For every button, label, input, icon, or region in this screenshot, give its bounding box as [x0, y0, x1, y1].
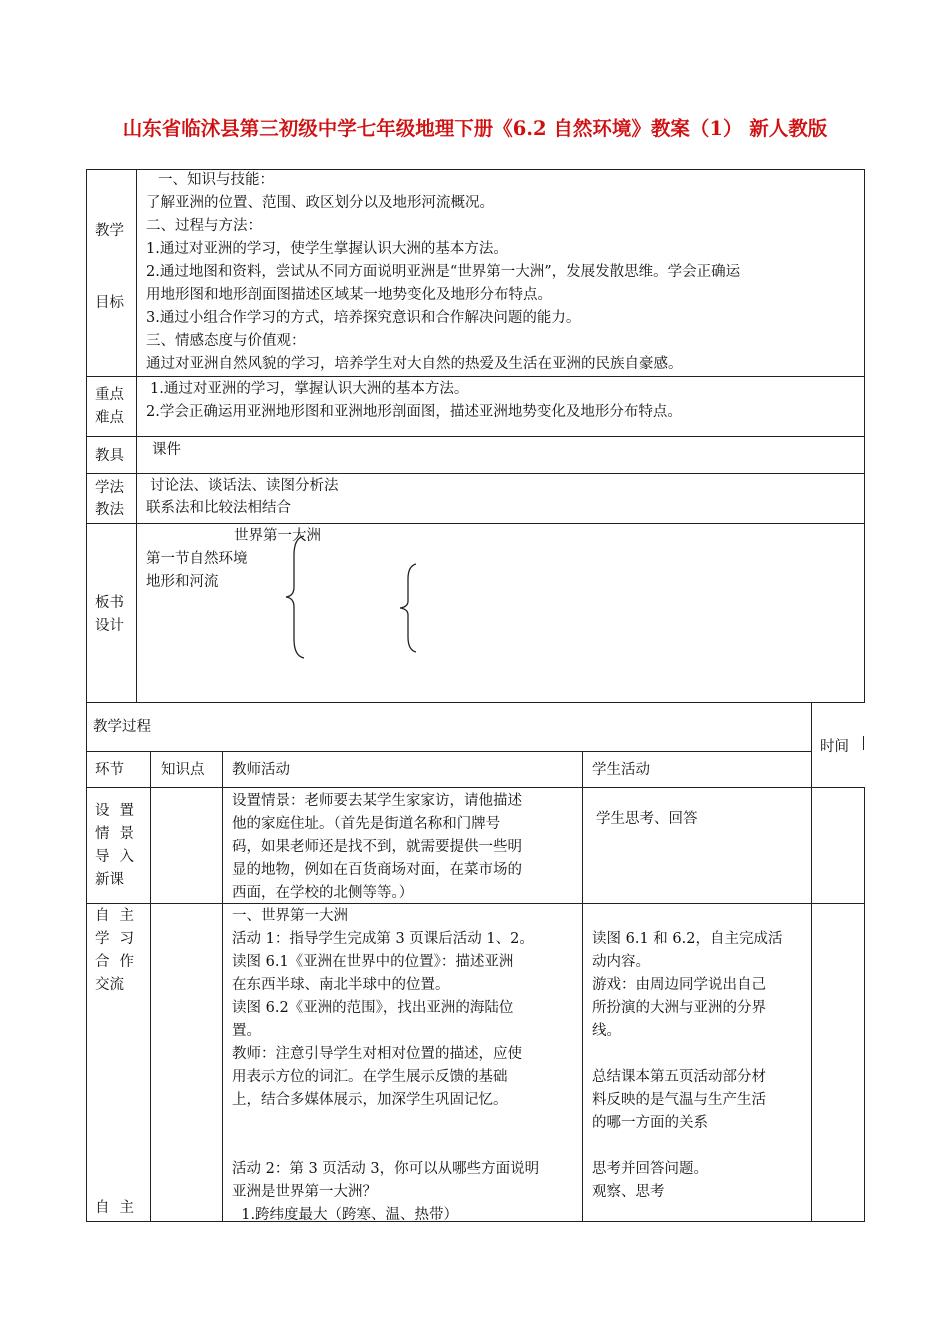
row-divider [86, 787, 865, 788]
column-divider [582, 751, 583, 1222]
objectives-content [146, 169, 862, 376]
document-title: 山东省临沭县第三初级中学七年级地理下册《6.2 自然环境》教案（1） 新人教版 [122, 117, 828, 140]
stage-text: 情景 [95, 826, 144, 842]
process-title: 教学过程 [93, 719, 151, 735]
methods-line: 讨论法、谈话法、读图分析法 [150, 478, 339, 494]
row-divider [86, 436, 865, 437]
board-line: 地形和河流 [146, 574, 219, 590]
time-column-stub [863, 736, 864, 750]
student-line: 所扮演的大洲与亚洲的分界 [592, 1000, 766, 1016]
table-border-left [86, 169, 87, 1222]
tools-label: 教具 [95, 448, 124, 464]
student-line: 动内容。 [592, 954, 650, 970]
teacher-line: 码，如果老师还是找不到，就需要提供一些明 [232, 839, 522, 855]
row2-teacher [232, 905, 578, 1227]
teacher-line: 置。 [232, 1023, 261, 1039]
left-brace-icon [398, 563, 418, 653]
teacher-line [232, 1135, 578, 1158]
row-divider [86, 376, 865, 377]
teacher-line: 设置情景：老师要去某学生家家访，请他描述 [232, 793, 522, 809]
student-line [592, 1043, 808, 1066]
board-line: 第一节自然环境 [146, 551, 248, 567]
objectives-label-top: 教学 [95, 223, 124, 239]
objectives-line: 用地形图和地形剖面图描述区域某一地势变化及地形分布特点。 [146, 287, 552, 303]
row2-student [592, 928, 808, 1204]
objectives-label-bottom: 目标 [95, 295, 124, 311]
column-divider [811, 787, 812, 1222]
teacher-line: 一、世界第一大洲 [232, 908, 348, 924]
stage-text: 自主 [95, 908, 144, 924]
row2-stage [95, 905, 145, 997]
header-student: 学生活动 [592, 762, 650, 778]
objectives-line: 3.通过小组合作学习的方式，培养探究意识和合作解决问题的能力。 [146, 310, 581, 326]
teacher-line: 显的地物，例如在百货商场对面，在菜市场的 [232, 862, 522, 878]
header-knowledge: 知识点 [161, 762, 205, 778]
objectives-line: 1.通过对亚洲的学习，使学生掌握认识大洲的基本方法。 [146, 241, 508, 257]
row-divider [86, 702, 865, 703]
methods-label-bottom: 教法 [95, 502, 124, 518]
student-line: 游戏：由周边同学说出自己 [592, 977, 766, 993]
column-divider [150, 751, 151, 1222]
time-column-label: 时间 [820, 739, 849, 755]
student-line [592, 1135, 808, 1158]
left-brace-icon [284, 535, 306, 659]
objectives-line: 了解亚洲的位置、范围、政区划分以及地形河流概况。 [146, 195, 494, 211]
stage-text: 导入 [95, 849, 144, 865]
column-divider [222, 751, 223, 1222]
teacher-line: 上，结合多媒体展示，加深学生巩固记忆。 [232, 1092, 508, 1108]
teacher-line: 活动 1：指导学生完成第 3 页课后活动 1、2。 [232, 931, 534, 947]
keypoints-line: 1.通过对亚洲的学习，掌握认识大洲的基本方法。 [150, 381, 469, 397]
methods-label-top: 学法 [95, 480, 124, 496]
objectives-line: 一、知识与技能： [158, 172, 274, 188]
keypoints-label-top: 重点 [95, 387, 124, 403]
process-right-border [811, 702, 812, 788]
tools-value: 课件 [152, 442, 181, 458]
methods-line: 联系法和比较法相结合 [146, 500, 291, 516]
teacher-line: 在东西半球、南北半球中的位置。 [232, 977, 450, 993]
board-label-bottom: 设计 [95, 618, 124, 634]
stage-text: 设置 [95, 803, 144, 819]
stage-text: 交流 [95, 977, 124, 993]
objectives-line: 2.通过地图和资料，尝试从不同方面说明亚洲是“世界第一大洲”，发展发散思维。学会正确运 [146, 264, 741, 280]
stage-text: 自主 [95, 1200, 144, 1216]
row1-teacher [232, 790, 578, 905]
table-border-right-lower [864, 787, 865, 1222]
row-divider [86, 523, 865, 524]
teacher-line: 读图 6.2《亚洲的范围》，找出亚洲的海陆位 [232, 1000, 514, 1016]
teacher-line: 1.跨纬度最大（跨寒、温、热带） [232, 1207, 459, 1223]
teacher-line [232, 1112, 578, 1135]
teacher-line: 读图 6.1《亚洲在世界中的位置》：描述亚洲 [232, 954, 514, 970]
objectives-line: 通过对亚洲自然风貌的学习，培养学生对大自然的热爱及生活在亚洲的民族自豪感。 [146, 356, 683, 372]
teacher-line: 用表示方位的词汇。在学生展示反馈的基础 [232, 1069, 508, 1085]
board-label-top: 板书 [95, 595, 124, 611]
stage-text: 新课 [95, 872, 124, 888]
student-line: 读图 6.1 和 6.2，自主完成活 [592, 931, 783, 947]
student-line: 总结课本第五页活动部分材 [592, 1069, 766, 1085]
teacher-line: 西面，在学校的北侧等等。） [232, 885, 414, 901]
header-stage: 环节 [95, 762, 124, 778]
row-divider [86, 751, 812, 752]
keypoints-line: 2.学会正确运用亚洲地形图和亚洲地形剖面图，描述亚洲地势变化及地形分布特点。 [146, 404, 682, 420]
board-heading: 世界第一大洲 [234, 528, 321, 544]
stage-text: 学习 [95, 931, 144, 947]
student-line: 观察、思考 [592, 1184, 665, 1200]
keypoints-label-bottom: 难点 [95, 410, 124, 426]
row1-stage [95, 800, 145, 892]
student-line: 线。 [592, 1023, 621, 1039]
teacher-line: 他的家庭住址。（首先是街道名称和门牌号 [232, 816, 501, 832]
teacher-line: 亚洲是世界第一大洲？ [232, 1184, 377, 1200]
teacher-line: 活动 2：第 3 页活动 3，你可以从哪些方面说明 [232, 1161, 540, 1177]
student-line: 料反映的是气温与生产生活 [592, 1092, 766, 1108]
objectives-line: 三、情感态度与价值观： [146, 333, 306, 349]
row1-student: 学生思考、回答 [596, 811, 698, 827]
student-line: 思考并回答问题。 [592, 1161, 708, 1177]
student-line: 的哪一方面的关系 [592, 1115, 708, 1131]
objectives-line: 二、过程与方法： [146, 218, 262, 234]
row-divider [86, 473, 865, 474]
stage-text: 合作 [95, 954, 144, 970]
teacher-line: 教师：注意引导学生对相对位置的描述，应使 [232, 1046, 522, 1062]
header-teacher: 教师活动 [232, 762, 290, 778]
